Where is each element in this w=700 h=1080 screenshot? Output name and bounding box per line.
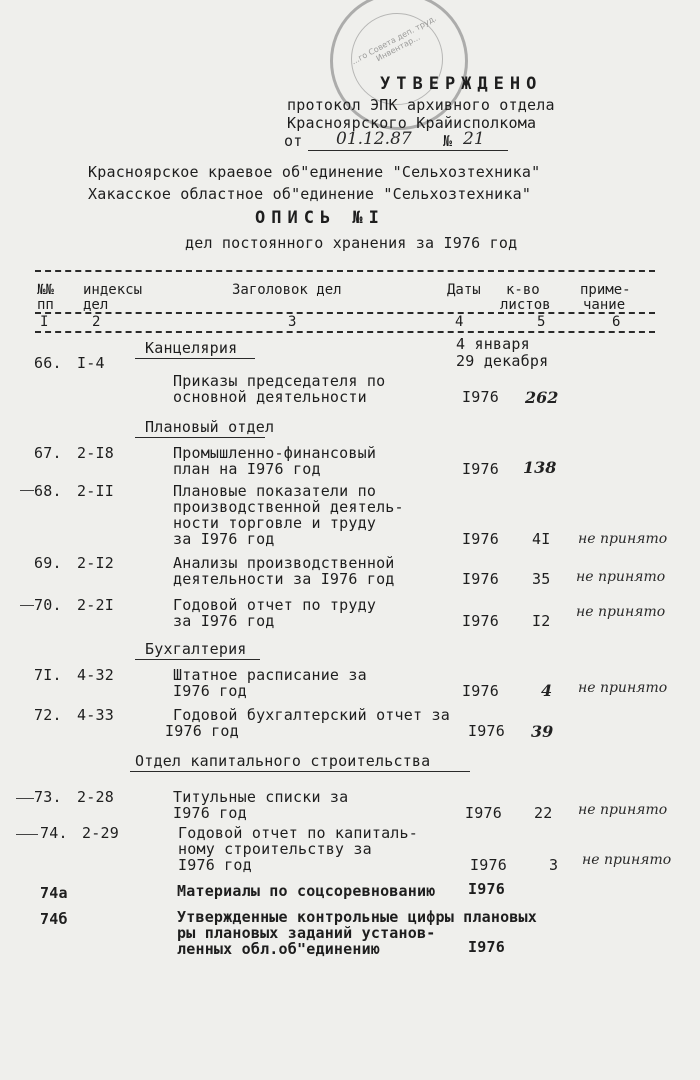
col-num-4: 4: [455, 314, 464, 330]
row-70-note: не принято: [576, 604, 666, 620]
row-72-year: I976: [468, 722, 505, 740]
approval-number: 21: [463, 129, 485, 149]
approval-date: 01.12.87: [336, 129, 412, 149]
col-num-6: 6: [612, 314, 621, 330]
approval-from-label: от: [284, 132, 303, 150]
row-69-title-1: Анализы производственной: [173, 554, 395, 572]
row-74-title-3: I976 год: [178, 856, 252, 874]
row-69-sheets: 35: [532, 570, 551, 588]
col-no-header-2: пп: [37, 297, 54, 313]
stamp-text: ...го Совета деп. труд. Инвентар...: [349, 13, 438, 67]
col-index-header-2: дел: [83, 297, 109, 313]
row-72-no: 72.: [34, 706, 62, 724]
row-73-strike-mark: [16, 798, 34, 799]
row-70-title-1: Годовой отчет по труду: [173, 596, 377, 614]
row-73-note: не принято: [578, 802, 668, 818]
section-chancellery-underline: [135, 358, 255, 359]
row-68-sheets: 4I: [532, 530, 551, 548]
inventory-title: ОПИСЬ №I: [255, 208, 385, 228]
row-73-title-2: I976 год: [173, 804, 247, 822]
row-73-year: I976: [465, 804, 502, 822]
row-74-title-2: ному строительству за: [178, 840, 372, 858]
row-74-no: 74.: [40, 824, 68, 842]
row-74-strike-mark: [16, 834, 38, 835]
row-71-index: 4-32: [77, 666, 114, 684]
approval-date-underline: [308, 150, 508, 151]
row-68-title-3: ности торговле и труду: [173, 514, 377, 532]
col-title-header: Заголовок дел: [232, 282, 342, 298]
col-num-2: 2: [92, 314, 101, 330]
row-68-year: I976: [462, 530, 499, 548]
col-num-1: I: [40, 314, 49, 330]
row-74a-year: I976: [468, 880, 505, 898]
row-72-title-1: Годовой бухгалтерский отчет за: [173, 706, 450, 724]
row-66-year: I976: [462, 388, 499, 406]
row-73-sheets: 22: [534, 804, 553, 822]
row-74-sheets: 3: [549, 856, 559, 874]
row-68-index: 2-II: [77, 482, 114, 500]
org-line-2: Хакасское областное об"единение "Сельхозтехника": [88, 185, 532, 203]
row-68-title-1: Плановые показатели по: [173, 482, 377, 500]
row-67-index: 2-I8: [77, 444, 114, 462]
row-74-title-1: Годовой отчет по капиталь-: [178, 824, 418, 842]
col-index-header: индексы: [83, 282, 143, 298]
approval-number-label: №: [443, 132, 453, 150]
row-74b-title-2: ры плановых заданий установ-: [177, 924, 436, 942]
col-no-header: №№: [37, 282, 54, 298]
section-chancellery: Канцелярия: [145, 339, 238, 357]
row-71-no: 7I.: [34, 666, 62, 684]
section-accounting-underline: [135, 659, 260, 660]
row-66-index: I-4: [77, 354, 105, 372]
section-accounting: Бухгалтерия: [145, 640, 247, 658]
row-66-no: 66.: [34, 354, 62, 372]
col-count-header: к-во: [506, 282, 540, 298]
row-69-index: 2-I2: [77, 554, 114, 572]
table-top-rule: [35, 270, 655, 272]
row-70-title-2: за I976 год: [173, 612, 275, 630]
col-num-5: 5: [537, 314, 546, 330]
col-note-header-2: чание: [583, 297, 626, 313]
row-74-note: не принято: [582, 852, 672, 868]
col-count-header-2: листов: [500, 297, 551, 313]
row-74a-no: 74а: [40, 884, 68, 902]
row-66-sheets: 262: [525, 388, 559, 407]
inventory-subtitle: дел постоянного хранения за I976 год: [185, 234, 518, 252]
row-74b-no: 74б: [40, 910, 68, 928]
row-68-strike-mark: [20, 490, 34, 491]
section-planning: Плановый отдел: [145, 418, 275, 436]
col-num-3: 3: [288, 314, 297, 330]
col-note-header: приме-: [580, 282, 631, 298]
row-74b-year: I976: [468, 938, 505, 956]
row-70-no: 70.: [34, 596, 62, 614]
approval-title: УТВЕРЖДЕНО: [380, 74, 543, 94]
section-capital-construction: Отдел капитального строительства: [135, 752, 431, 770]
row-74a-title: Материалы по соцсоревнованию: [177, 882, 436, 900]
row-71-note: не принято: [578, 680, 668, 696]
row-74b-title-1: Утвержденные контрольные цифры плановых: [177, 908, 537, 926]
row-72-title-2: I976 год: [165, 722, 239, 740]
table-mid-rule: [35, 312, 655, 314]
date-range-end: 29 декабря: [456, 352, 549, 370]
row-68-no: 68.: [34, 482, 62, 500]
row-67-title-1: Промышленно-финансовый: [173, 444, 377, 462]
row-68-note: не принято: [578, 531, 668, 547]
row-74-year: I976: [470, 856, 507, 874]
row-72-sheets: 39: [531, 722, 554, 741]
row-69-no: 69.: [34, 554, 62, 572]
row-71-title-1: Штатное расписание за: [173, 666, 367, 684]
row-70-sheets: I2: [532, 612, 551, 630]
row-70-year: I976: [462, 612, 499, 630]
row-74-index: 2-29: [82, 824, 119, 842]
org-line-1: Красноярское краевое об"единение "Сельхозтехника": [88, 163, 541, 181]
table-bottom-rule: [35, 331, 655, 333]
row-68-title-4: за I976 год: [173, 530, 275, 548]
approval-line1: протокол ЭПК архивного отдела: [287, 96, 555, 114]
row-68-title-2: производственной деятель-: [173, 498, 404, 516]
row-66-title-1: Приказы председателя по: [173, 372, 386, 390]
row-73-title-1: Титульные списки за: [173, 788, 349, 806]
row-66-title-2: основной деятельности: [173, 388, 367, 406]
row-69-title-2: деятельности за I976 год: [173, 570, 395, 588]
row-67-sheets: 138: [523, 458, 557, 477]
approval-line2: Красноярского Крайисполкома: [287, 114, 537, 132]
section-capital-construction-underline: [130, 771, 470, 772]
row-71-title-2: I976 год: [173, 682, 247, 700]
row-73-index: 2-28: [77, 788, 114, 806]
row-70-strike-mark: [20, 605, 34, 606]
section-planning-underline: [135, 437, 265, 438]
row-71-year: I976: [462, 682, 499, 700]
row-74b-title-3: ленных обл.об"единению: [177, 940, 381, 958]
col-dates-header: Даты: [447, 282, 481, 298]
row-69-year: I976: [462, 570, 499, 588]
row-73-no: 73.: [34, 788, 62, 806]
row-71-sheets: 4: [541, 681, 553, 700]
row-69-note: не принято: [576, 569, 666, 585]
row-67-title-2: план на I976 год: [173, 460, 321, 478]
row-72-index: 4-33: [77, 706, 114, 724]
row-67-year: I976: [462, 460, 499, 478]
date-range-start: 4 января: [456, 335, 530, 353]
row-67-no: 67.: [34, 444, 62, 462]
row-70-index: 2-2I: [77, 596, 114, 614]
